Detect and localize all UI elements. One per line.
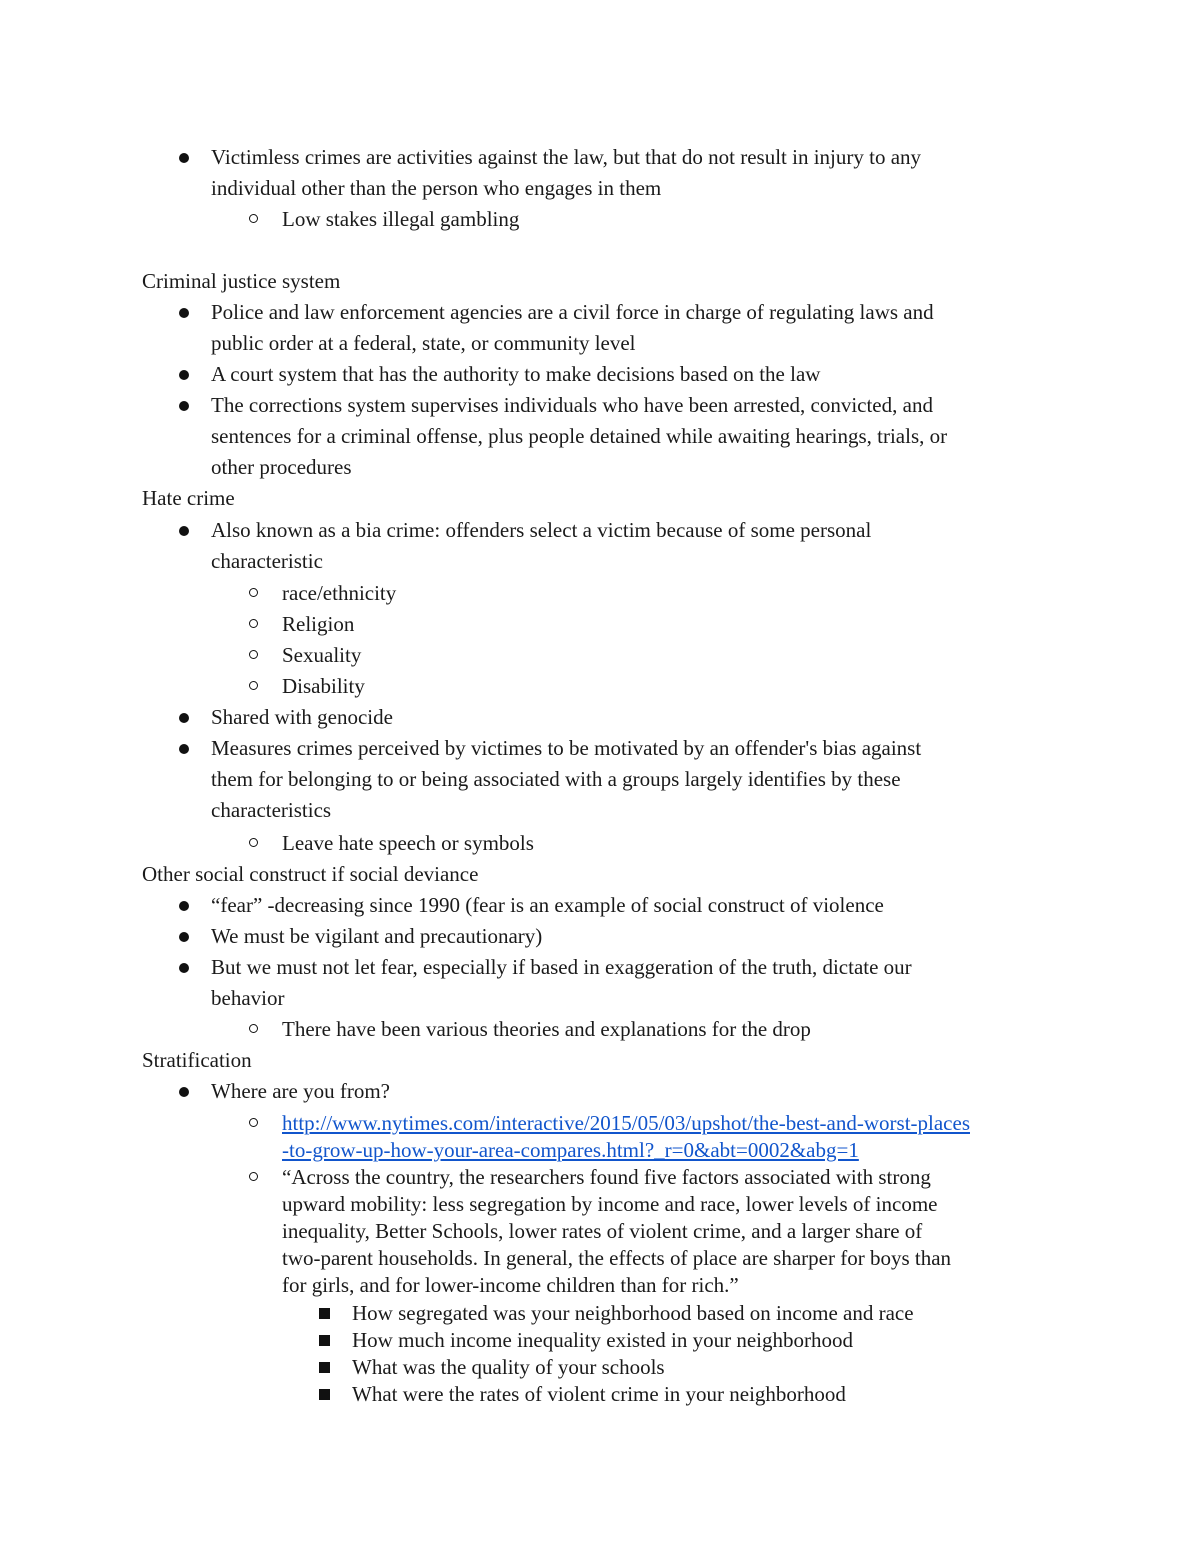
list-item: characteristic bbox=[211, 549, 323, 573]
bullet-disc bbox=[179, 370, 189, 380]
list-item: Shared with genocide bbox=[211, 705, 393, 729]
quote-text: two-parent households. In general, the effects of place are sharper for boys than bbox=[282, 1246, 952, 1270]
bullet-square bbox=[319, 1362, 330, 1373]
bullet-disc bbox=[179, 901, 189, 911]
bullet-disc bbox=[179, 308, 189, 318]
bullet-disc bbox=[179, 932, 189, 942]
quote-text: upward mobility: less segregation by income and race, lower levels of income bbox=[282, 1192, 938, 1216]
section-heading-criminal-justice: Criminal justice system bbox=[142, 269, 341, 293]
list-item: But we must not let fear, especially if based in exaggeration of the truth, dictate our bbox=[211, 955, 912, 979]
quote-text: for girls, and for lower-income children than for rich.” bbox=[282, 1273, 739, 1297]
bullet-circle bbox=[249, 619, 258, 628]
bullet-circle bbox=[249, 1024, 258, 1033]
bullet-circle bbox=[249, 1118, 258, 1127]
list-item: We must be vigilant and precautionary) bbox=[211, 924, 543, 948]
list-item: them for belonging to or being associated with a groups largely identifies by these bbox=[211, 767, 901, 791]
bullet-circle bbox=[249, 588, 258, 597]
victimless-crimes-text: Victimless crimes are activities against the law, but that do not result in injury to any bbox=[211, 145, 922, 169]
list-item: “fear” -decreasing since 1990 (fear is an example of social construct of violence bbox=[211, 893, 884, 917]
list-item: characteristics bbox=[211, 798, 332, 822]
list-item: Low stakes illegal gambling bbox=[282, 207, 520, 231]
list-item: Sexuality bbox=[282, 643, 362, 667]
list-item: The corrections system supervises individuals who have been arrested, convicted, and bbox=[211, 393, 933, 417]
section-heading-social-construct: Other social construct if social deviance bbox=[142, 862, 479, 886]
list-item: Religion bbox=[282, 612, 355, 636]
list-item: What was the quality of your schools bbox=[352, 1355, 665, 1379]
bullet-circle bbox=[249, 214, 258, 223]
bullet-disc bbox=[179, 713, 189, 723]
bullet-square bbox=[319, 1335, 330, 1346]
list-item: Where are you from? bbox=[211, 1079, 390, 1103]
list-item: Also known as a bia crime: offenders select a victim because of some personal bbox=[211, 518, 872, 542]
section-heading-stratification: Stratification bbox=[142, 1048, 252, 1072]
bullet-disc bbox=[179, 1087, 189, 1097]
bullet-disc bbox=[179, 153, 189, 163]
list-item: How much income inequality existed in your neighborhood bbox=[352, 1328, 853, 1352]
list-item: A court system that has the authority to make decisions based on the law bbox=[211, 362, 821, 386]
bullet-square bbox=[319, 1389, 330, 1400]
bullet-circle bbox=[249, 681, 258, 690]
list-item: sentences for a criminal offense, plus people detained while awaiting hearings, trials, or bbox=[211, 424, 948, 448]
list-item: race/ethnicity bbox=[282, 581, 397, 605]
list-item: other procedures bbox=[211, 455, 352, 479]
section-heading-hate-crime: Hate crime bbox=[142, 486, 235, 510]
list-item: Leave hate speech or symbols bbox=[282, 831, 534, 855]
list-item: What were the rates of violent crime in your neighborhood bbox=[352, 1382, 846, 1406]
bullet-circle bbox=[249, 1172, 258, 1181]
quote-text: inequality, Better Schools, lower rates of violent crime, and a larger share of bbox=[282, 1219, 923, 1243]
list-item: public order at a federal, state, or community level bbox=[211, 331, 636, 355]
bullet-circle bbox=[249, 650, 258, 659]
quote-text: “Across the country, the researchers found five factors associated with strong bbox=[282, 1165, 931, 1189]
bullet-disc bbox=[179, 401, 189, 411]
bullet-disc bbox=[179, 744, 189, 754]
bullet-square bbox=[319, 1308, 330, 1319]
nytimes-link[interactable]: http://www.nytimes.com/interactive/2015/05/03/upshot/the-best-and-worst-places bbox=[282, 1111, 970, 1135]
victimless-crimes-text: individual other than the person who engages in them bbox=[211, 176, 662, 200]
list-item: Police and law enforcement agencies are a civil force in charge of regulating laws and bbox=[211, 300, 934, 324]
nytimes-link-continued[interactable]: -to-grow-up-how-your-area-compares.html?_r=0&abt=0002&abg=1 bbox=[282, 1138, 859, 1162]
bullet-disc bbox=[179, 526, 189, 536]
list-item: Disability bbox=[282, 674, 365, 698]
list-item: behavior bbox=[211, 986, 285, 1010]
list-item: There have been various theories and explanations for the drop bbox=[282, 1017, 811, 1041]
bullet-disc bbox=[179, 963, 189, 973]
list-item: How segregated was your neighborhood based on income and race bbox=[352, 1301, 914, 1325]
bullet-circle bbox=[249, 838, 258, 847]
list-item: Measures crimes perceived by victimes to be motivated by an offender's bias against bbox=[211, 736, 922, 760]
